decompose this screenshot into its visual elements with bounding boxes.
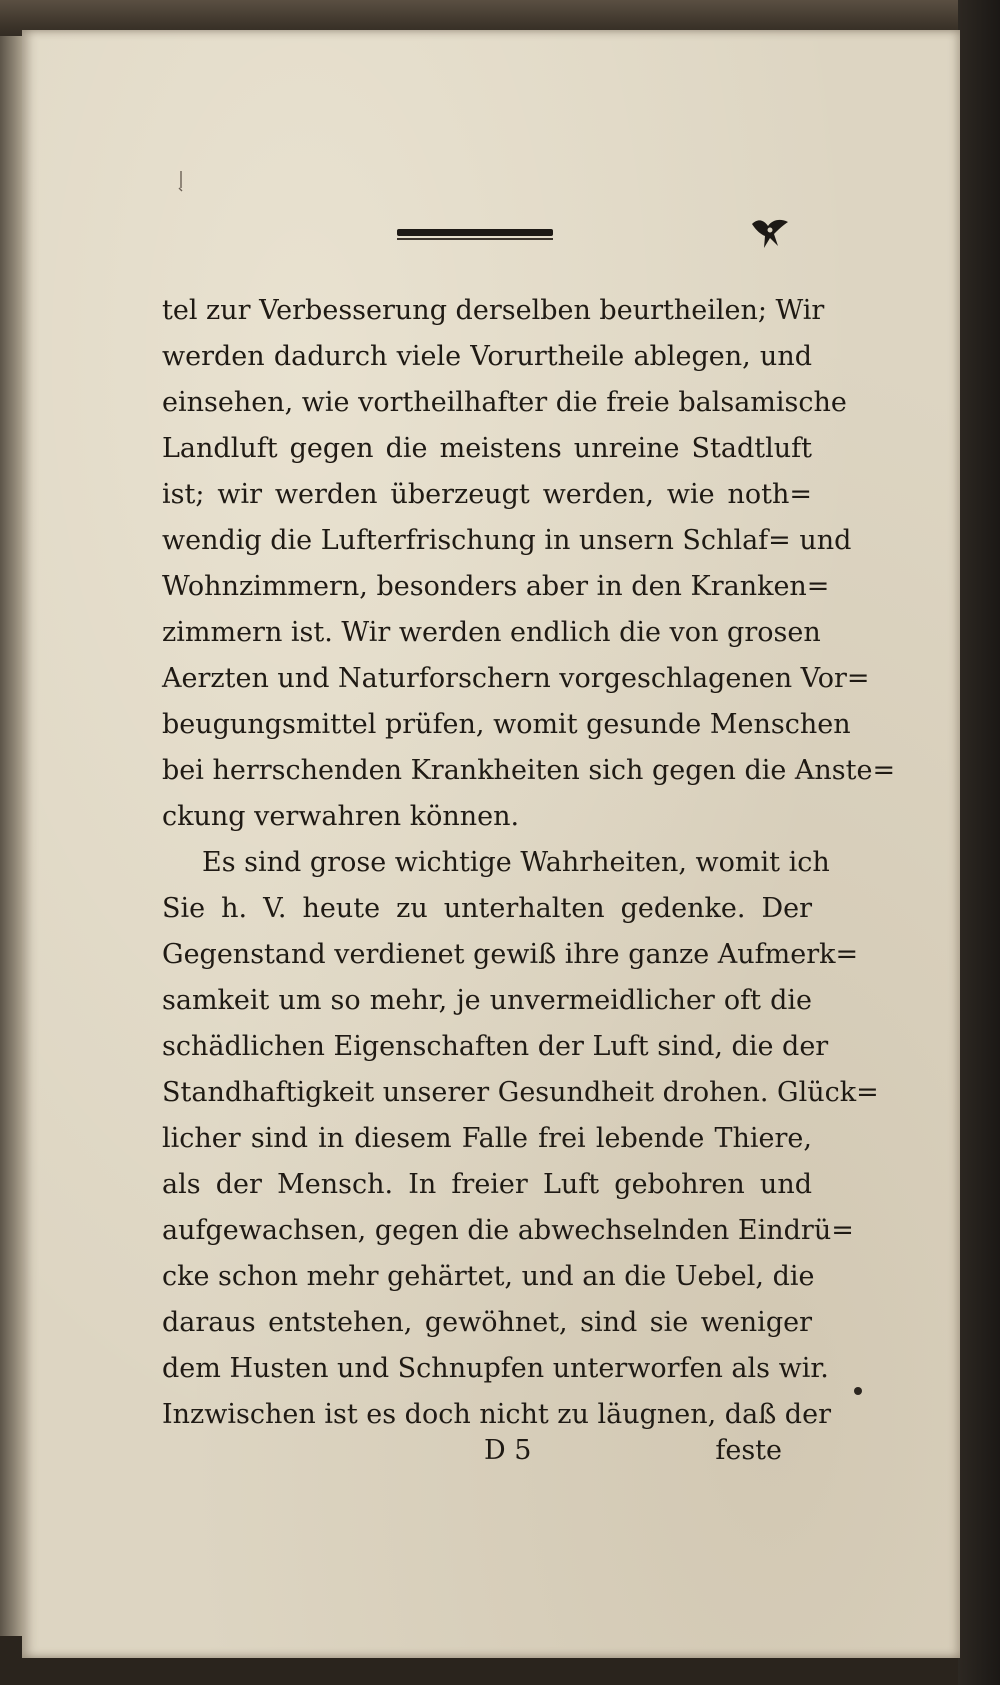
text-line: Wohnzimmern, besonders aber in den Kranken= [162, 571, 830, 602]
text-line: wendig die Lufterfrischung in unsern Schlaf= und [162, 525, 852, 556]
adjacent-page-edge [0, 36, 24, 1636]
book-cover-right-edge [958, 0, 1000, 1685]
text-line: aufgewachsen, gegen die abwechselnden Eindrü= [162, 1215, 854, 1246]
header-rule-thick [397, 229, 553, 236]
pencil-mark [178, 170, 184, 192]
text-line: licher sind in diesem Falle frei lebende Thiere, [162, 1123, 812, 1154]
text-line: tel zur Verbesserung derselben beurtheilen; Wir [162, 295, 825, 326]
text-line: werden dadurch viele Vorurtheile ablegen, und [162, 341, 812, 372]
paragraph-start-line: Es sind grose wichtige Wahrheiten, womit ich [202, 847, 830, 878]
text-line: Standhaftigkeit unserer Gesundheit drohen. Glück= [162, 1077, 879, 1108]
book-page [22, 30, 960, 1658]
page-footer [162, 1428, 812, 1474]
text-line: cke schon mehr gehärtet, und an die Uebel, die [162, 1261, 815, 1292]
text-line: Gegenstand verdienet gewiß ihre ganze Aufmerk= [162, 939, 859, 970]
text-line: ckung verwahren können. [162, 801, 520, 832]
body-text [162, 288, 896, 1438]
header-rule [397, 229, 553, 241]
text-line: zimmern ist. Wir werden endlich die von grosen [162, 617, 821, 648]
text-line: schädlichen Eigenschaften der Luft sind, die der [162, 1031, 829, 1062]
text-line: Inzwischen ist es doch nicht zu läugnen, daß der [162, 1399, 831, 1430]
text-line: Sie h. V. heute zu unterhalten gedenke. Der [162, 893, 812, 924]
signature-mark: D 5 [484, 1435, 532, 1466]
text-line: als der Mensch. In freier Luft gebohren und [162, 1169, 812, 1200]
text-line: Landluft gegen die meistens unreine Stadtluft [162, 433, 812, 464]
text-line: bei herrschenden Krankheiten sich gegen die Anste= [162, 755, 896, 786]
ink-speck [854, 1387, 862, 1395]
text-line: beugungsmittel prüfen, womit gesunde Menschen [162, 709, 851, 740]
text-line: Aerzten und Naturforschern vorgeschlagenen Vor= [162, 663, 870, 694]
text-line: samkeit um so mehr, je unvermeidlicher oft die [162, 985, 812, 1016]
header-rule-thin [397, 238, 553, 240]
text-line: dem Husten und Schnupfen unterworfen als wir. [162, 1353, 829, 1384]
text-line: einsehen, wie vortheilhafter die freie balsamische [162, 387, 847, 418]
text-line: ist; wir werden überzeugt werden, wie noth= [162, 479, 812, 510]
text-line: daraus entstehen, gewöhnet, sind sie weniger [162, 1307, 812, 1338]
printers-ornament-icon [748, 216, 792, 252]
catchword: feste [715, 1435, 782, 1466]
